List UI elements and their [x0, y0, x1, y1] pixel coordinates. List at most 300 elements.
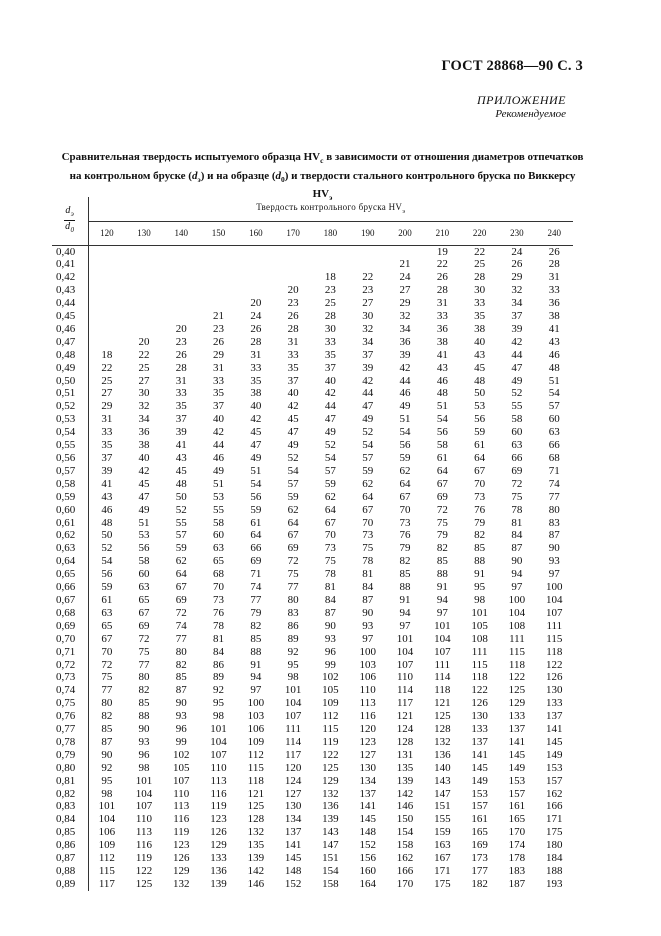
- hardness-cell: 25: [138, 361, 150, 374]
- document-header: ГОСТ 28868—90 С. 3: [441, 58, 583, 74]
- hardness-cell: 51: [399, 413, 411, 426]
- hardness-cell: 60: [548, 413, 560, 426]
- hardness-cell: 128: [434, 723, 451, 736]
- ratio-cell: 0,84: [52, 813, 88, 826]
- hardness-cell: 59: [287, 490, 299, 503]
- hardness-cell: 54: [250, 477, 262, 490]
- hardness-cell: 88: [474, 555, 486, 568]
- hardness-cell: 104: [434, 632, 451, 645]
- hardness-cell: 88: [250, 645, 262, 658]
- table-row: [52, 400, 573, 413]
- hardness-cell: 20: [250, 297, 262, 310]
- hardness-cell: 37: [213, 400, 225, 413]
- hardness-cell: 101: [471, 606, 488, 619]
- hardness-cell: 38: [474, 322, 486, 335]
- hardness-cell: 124: [396, 723, 414, 736]
- hardness-cell: 90: [548, 542, 560, 555]
- hardness-cell: 57: [175, 529, 187, 542]
- hardness-cell: 115: [546, 632, 563, 645]
- hardness-cell: 133: [508, 710, 526, 723]
- ratio-cell: 0,89: [52, 878, 88, 891]
- hardness-cell: 56: [474, 413, 486, 426]
- hardness-cell: 145: [284, 852, 302, 865]
- hardness-cell: 101: [98, 800, 116, 813]
- hardness-cell: 44: [213, 439, 225, 452]
- hardness-cell: 104: [546, 593, 563, 606]
- hardness-cell: 52: [175, 503, 187, 516]
- ratio-cell: 0,41: [52, 258, 88, 271]
- hardness-cell: 30: [474, 284, 486, 297]
- hardness-cell: 150: [396, 813, 414, 826]
- hardness-cell: 92: [287, 645, 299, 658]
- hardness-cell: 141: [546, 723, 563, 736]
- hardness-cell: 141: [284, 839, 302, 852]
- hardness-cell: 60: [138, 568, 150, 581]
- hardness-cell: 50: [474, 387, 486, 400]
- hardness-cell: 47: [250, 439, 262, 452]
- hardness-cell: 20: [287, 284, 299, 297]
- table-row: [52, 646, 573, 659]
- hardness-cell: 27: [138, 374, 150, 387]
- hardness-cell: 114: [434, 671, 451, 684]
- hardness-cell: 20: [138, 335, 150, 348]
- hardness-cell: 28: [250, 335, 262, 348]
- hardness-cell: [125, 271, 162, 284]
- column-header: 190: [349, 221, 386, 245]
- hardness-cell: 81: [213, 632, 225, 645]
- hardness-cell: 80: [175, 645, 187, 658]
- table-row: [52, 852, 573, 865]
- hardness-cell: 53: [474, 400, 486, 413]
- hardness-cell: 141: [359, 800, 376, 813]
- hardness-cell: [237, 258, 274, 271]
- hardness-cell: 93: [362, 619, 374, 632]
- table-row: [52, 491, 573, 504]
- hardness-cell: 81: [324, 581, 336, 594]
- hardness-cell: 85: [399, 568, 411, 581]
- hardness-cell: 96: [175, 723, 187, 736]
- hardness-cell: 126: [546, 671, 563, 684]
- hardness-cell: 73: [362, 529, 374, 542]
- hardness-cell: 36: [436, 322, 448, 335]
- hardness-cell: 135: [396, 761, 414, 774]
- table-row: [52, 813, 573, 826]
- table-row: [52, 478, 573, 491]
- hardness-cell: 26: [511, 258, 523, 271]
- hardness-cell: 73: [474, 490, 486, 503]
- table-row: [52, 555, 573, 568]
- hardness-cell: 175: [434, 877, 451, 890]
- hardness-cell: 35: [101, 439, 113, 452]
- hardness-cell: 63: [101, 606, 113, 619]
- hardness-cell: 71: [250, 568, 262, 581]
- hardness-cell: 123: [359, 735, 376, 748]
- hardness-cell: 169: [471, 839, 488, 852]
- hardness-cell: 106: [98, 826, 116, 839]
- hardness-cell: 108: [508, 619, 526, 632]
- table-row: [52, 375, 573, 388]
- table-row: [52, 620, 573, 633]
- hardness-cell: 91: [399, 593, 411, 606]
- column-header-row: [52, 221, 573, 245]
- hardness-cell: 85: [474, 542, 486, 555]
- hardness-cell: 152: [284, 877, 302, 890]
- hardness-cell: 43: [548, 335, 560, 348]
- hardness-cell: 137: [508, 723, 526, 736]
- hardness-cell: 101: [210, 723, 227, 736]
- table-row: [52, 878, 573, 891]
- hardness-cell: 126: [210, 826, 227, 839]
- table-row: [52, 775, 573, 788]
- hardness-cell: 65: [213, 555, 225, 568]
- hardness-cell: 166: [546, 800, 563, 813]
- hardness-cell: 132: [247, 826, 265, 839]
- table-row: [52, 684, 573, 697]
- hardness-cell: 44: [399, 374, 411, 387]
- hardness-cell: 29: [399, 297, 411, 310]
- hardness-cell: 70: [399, 503, 411, 516]
- hardness-cell: 77: [548, 490, 560, 503]
- ratio-cell: 0,44: [52, 297, 88, 310]
- hardness-cell: 55: [175, 516, 187, 529]
- table-row: [52, 245, 573, 258]
- hardness-cell: [88, 310, 125, 323]
- hardness-cell: 27: [101, 387, 113, 400]
- hardness-cell: 88: [436, 568, 448, 581]
- hardness-cell: 51: [436, 400, 448, 413]
- hardness-cell: 49: [324, 426, 336, 439]
- table-row: [52, 271, 573, 284]
- hardness-cell: 84: [362, 581, 374, 594]
- hardness-cell: 118: [508, 658, 525, 671]
- hardness-cell: 70: [213, 581, 225, 594]
- hardness-cell: 40: [324, 374, 336, 387]
- hardness-cell: [88, 271, 125, 284]
- hardness-cell: 109: [247, 735, 265, 748]
- hardness-cell: 148: [284, 865, 302, 877]
- hardness-cell: 104: [396, 645, 414, 658]
- hardness-cell: 121: [434, 697, 451, 710]
- hardness-cell: 29: [213, 348, 225, 361]
- hardness-cell: [312, 258, 349, 271]
- hardness-cell: 54: [399, 426, 411, 439]
- hardness-cell: 106: [247, 723, 265, 736]
- hardness-cell: 58: [138, 555, 150, 568]
- hardness-cell: 136: [322, 800, 339, 813]
- hardness-cell: 123: [210, 813, 227, 826]
- hardness-cell: 120: [359, 723, 376, 736]
- hardness-cell: 64: [436, 464, 448, 477]
- ratio-cell: 0,48: [52, 349, 88, 362]
- hardness-cell: 129: [322, 774, 339, 787]
- hardness-cell: 63: [138, 581, 150, 594]
- hardness-cell: 98: [213, 710, 225, 723]
- hardness-cell: 31: [548, 271, 560, 284]
- hardness-cell: 107: [284, 710, 302, 723]
- hardness-cell: 27: [399, 284, 411, 297]
- hardness-cell: 98: [287, 671, 299, 684]
- hardness-cell: 145: [359, 813, 376, 826]
- hardness-cell: 157: [546, 774, 563, 787]
- hardness-cell: 109: [322, 697, 339, 710]
- hardness-cell: 149: [471, 774, 488, 787]
- hardness-cell: 77: [138, 658, 150, 671]
- hardness-cell: 101: [434, 619, 451, 632]
- hardness-cell: 173: [471, 852, 488, 865]
- hardness-cell: 145: [471, 761, 488, 774]
- hardness-cell: 137: [471, 735, 488, 748]
- hardness-cell: 139: [322, 813, 339, 826]
- hardness-cell: 91: [250, 658, 262, 671]
- hardness-cell: 69: [511, 464, 523, 477]
- ratio-cell: 0,71: [52, 646, 88, 659]
- hardness-cell: 116: [173, 813, 190, 826]
- hardness-cell: 79: [436, 529, 448, 542]
- hardness-cell: 87: [324, 606, 336, 619]
- hardness-cell: 140: [434, 761, 451, 774]
- hardness-cell: 41: [175, 439, 187, 452]
- hardness-cell: 158: [396, 839, 414, 852]
- hardness-cell: [163, 258, 200, 271]
- hardness-cell: [312, 245, 349, 258]
- hardness-cell: 35: [474, 310, 486, 323]
- hardness-cell: 25: [324, 297, 336, 310]
- hardness-cell: 73: [399, 516, 411, 529]
- hardness-cell: 56: [101, 568, 113, 581]
- hardness-cell: 89: [213, 671, 225, 684]
- table-row: [52, 323, 573, 336]
- hardness-cell: 53: [213, 490, 225, 503]
- hardness-cell: 118: [471, 671, 488, 684]
- hardness-cell: [125, 245, 162, 258]
- hardness-cell: 31: [250, 348, 262, 361]
- hardness-cell: 49: [250, 452, 262, 464]
- hardness-cell: 104: [284, 697, 302, 710]
- hardness-cell: 57: [362, 452, 374, 464]
- appendix-status: Рекомендуемое: [495, 108, 566, 120]
- hardness-cell: 63: [548, 426, 560, 439]
- hardness-cell: 104: [98, 813, 116, 826]
- hardness-cell: 94: [511, 568, 523, 581]
- hardness-cell: 115: [247, 761, 264, 774]
- hardness-cell: 74: [250, 581, 262, 594]
- ratio-cell: 0,47: [52, 336, 88, 349]
- hardness-cell: 105: [172, 761, 190, 774]
- hardness-cell: [163, 297, 200, 310]
- hardness-cell: 19: [436, 245, 448, 258]
- hardness-cell: 48: [175, 477, 187, 490]
- hardness-cell: 78: [511, 503, 523, 516]
- hardness-cell: 52: [287, 452, 299, 464]
- hardness-cell: 125: [135, 877, 153, 890]
- hardness-cell: 153: [508, 774, 526, 787]
- hardness-cell: 107: [396, 658, 414, 671]
- hardness-cell: 116: [359, 710, 376, 723]
- hardness-cell: 117: [285, 748, 302, 761]
- hardness-cell: 126: [471, 697, 488, 710]
- hardness-cell: 166: [396, 865, 414, 877]
- hardness-cell: 70: [101, 645, 113, 658]
- table-row: [52, 258, 573, 271]
- hardness-cell: 141: [471, 748, 488, 761]
- hardness-cell: 105: [322, 684, 339, 697]
- hardness-cell: 23: [324, 284, 336, 297]
- hardness-cell: 54: [324, 452, 336, 464]
- hardness-cell: 62: [324, 490, 336, 503]
- hardness-cell: [163, 245, 200, 258]
- hardness-cell: 119: [135, 852, 152, 865]
- hardness-cell: 78: [362, 555, 374, 568]
- hardness-cell: 113: [210, 774, 227, 787]
- hardness-cell: [125, 297, 162, 310]
- hardness-cell: 22: [474, 245, 486, 258]
- hardness-cell: 118: [247, 774, 264, 787]
- hardness-cell: 45: [474, 361, 486, 374]
- hardness-cell: 79: [399, 542, 411, 555]
- hardness-cell: 112: [247, 748, 264, 761]
- hardness-cell: 67: [175, 581, 187, 594]
- hardness-cell: 80: [287, 593, 299, 606]
- hardness-cell: 53: [138, 529, 150, 542]
- hardness-cell: 34: [511, 297, 523, 310]
- hardness-cell: [237, 245, 274, 258]
- hardness-cell: 30: [138, 387, 150, 400]
- hardness-cell: 67: [362, 503, 374, 516]
- hardness-cell: 32: [362, 322, 374, 335]
- hardness-cell: 130: [471, 710, 488, 723]
- hardness-cell: 42: [213, 426, 225, 439]
- hardness-cell: 99: [175, 735, 187, 748]
- hardness-cell: 42: [287, 400, 299, 413]
- hardness-cell: 149: [546, 748, 563, 761]
- hardness-cell: 77: [175, 632, 187, 645]
- hardness-cell: 165: [471, 826, 488, 839]
- hardness-cell: 26: [175, 348, 187, 361]
- hardness-cell: 120: [284, 761, 302, 774]
- ratio-cell: 0,86: [52, 839, 88, 852]
- hardness-cell: [200, 284, 237, 297]
- hardness-cell: 193: [546, 877, 563, 890]
- hardness-cell: 61: [250, 516, 262, 529]
- hardness-cell: 50: [175, 490, 187, 503]
- hardness-cell: 188: [546, 865, 563, 877]
- hardness-cell: 42: [250, 413, 262, 426]
- table-row: [52, 865, 573, 878]
- hardness-cell: 101: [135, 774, 153, 787]
- hardness-cell: 126: [172, 852, 190, 865]
- table-row: [52, 697, 573, 710]
- ratio-cell: 0,87: [52, 852, 88, 865]
- hardness-cell: [200, 297, 237, 310]
- hardness-cell: 129: [210, 839, 227, 852]
- hardness-cell: 80: [138, 671, 150, 684]
- hardness-cell: 143: [434, 774, 451, 787]
- hardness-cell: 87: [101, 735, 113, 748]
- hardness-cell: 78: [213, 619, 225, 632]
- hardness-cell: 59: [362, 464, 374, 477]
- hardness-cell: 95: [287, 658, 299, 671]
- hardness-cell: 33: [101, 426, 113, 439]
- hardness-cell: 92: [213, 684, 225, 697]
- hardness-cell: 75: [511, 490, 523, 503]
- hardness-cell: 77: [250, 593, 262, 606]
- column-header: 180: [312, 221, 349, 245]
- hardness-cell: 82: [436, 542, 448, 555]
- column-header: 120: [88, 221, 125, 245]
- hardness-cell: 59: [175, 542, 187, 555]
- hardness-cell: 64: [287, 516, 299, 529]
- hardness-cell: 124: [284, 774, 302, 787]
- hardness-cell: 180: [546, 839, 563, 852]
- hardness-cell: 97: [548, 568, 560, 581]
- hardness-cell: 22: [436, 258, 448, 271]
- hardness-cell: 43: [175, 452, 187, 464]
- hardness-cell: 47: [362, 400, 374, 413]
- hardness-cell: 64: [324, 503, 336, 516]
- hardness-cell: [349, 245, 386, 258]
- hardness-cell: 130: [284, 800, 302, 813]
- hardness-cell: 97: [436, 606, 448, 619]
- hardness-cell: 102: [172, 748, 190, 761]
- ratio-cell: 0,67: [52, 594, 88, 607]
- hardness-cell: 48: [548, 361, 560, 374]
- hardness-cell: 50: [101, 529, 113, 542]
- hardness-cell: 82: [138, 684, 150, 697]
- hardness-cell: 70: [474, 477, 486, 490]
- hardness-cell: [88, 245, 125, 258]
- hardness-cell: 36: [399, 335, 411, 348]
- hardness-cell: 145: [508, 748, 526, 761]
- hardness-cell: 122: [508, 671, 526, 684]
- hardness-table: [52, 197, 573, 891]
- ratio-cell: 0,52: [52, 400, 88, 413]
- hardness-cell: 47: [324, 413, 336, 426]
- table-row: [52, 788, 573, 801]
- ratio-cell: 0,55: [52, 439, 88, 452]
- hardness-cell: 80: [101, 697, 113, 710]
- hardness-cell: 162: [396, 852, 414, 865]
- hardness-cell: 118: [546, 645, 563, 658]
- hardness-cell: 110: [135, 813, 152, 826]
- hardness-cell: 81: [511, 516, 523, 529]
- hardness-cell: 43: [436, 361, 448, 374]
- hardness-cell: 133: [210, 852, 227, 865]
- hardness-cell: 54: [362, 439, 374, 452]
- hardness-cell: 21: [213, 310, 225, 323]
- hardness-cell: 28: [436, 284, 448, 297]
- hardness-cell: 77: [287, 581, 299, 594]
- hardness-cell: 114: [396, 684, 414, 697]
- hardness-cell: 97: [362, 632, 374, 645]
- hardness-cell: 87: [548, 529, 560, 542]
- hardness-cell: [200, 258, 237, 271]
- hardness-cell: 72: [101, 658, 113, 671]
- hardness-cell: 122: [322, 748, 339, 761]
- hardness-cell: 147: [434, 787, 451, 800]
- hardness-cell: 170: [396, 877, 414, 890]
- hardness-cell: 117: [396, 697, 414, 710]
- hardness-cell: 98: [474, 593, 486, 606]
- hardness-cell: 44: [362, 387, 374, 400]
- hardness-cell: 154: [396, 826, 414, 839]
- hardness-cell: 66: [250, 542, 262, 555]
- hardness-cell: 33: [287, 348, 299, 361]
- hardness-cell: 66: [548, 439, 560, 452]
- hardness-cell: 67: [138, 606, 150, 619]
- hardness-cell: 45: [250, 426, 262, 439]
- hardness-cell: 33: [250, 361, 262, 374]
- hardness-cell: 165: [508, 813, 526, 826]
